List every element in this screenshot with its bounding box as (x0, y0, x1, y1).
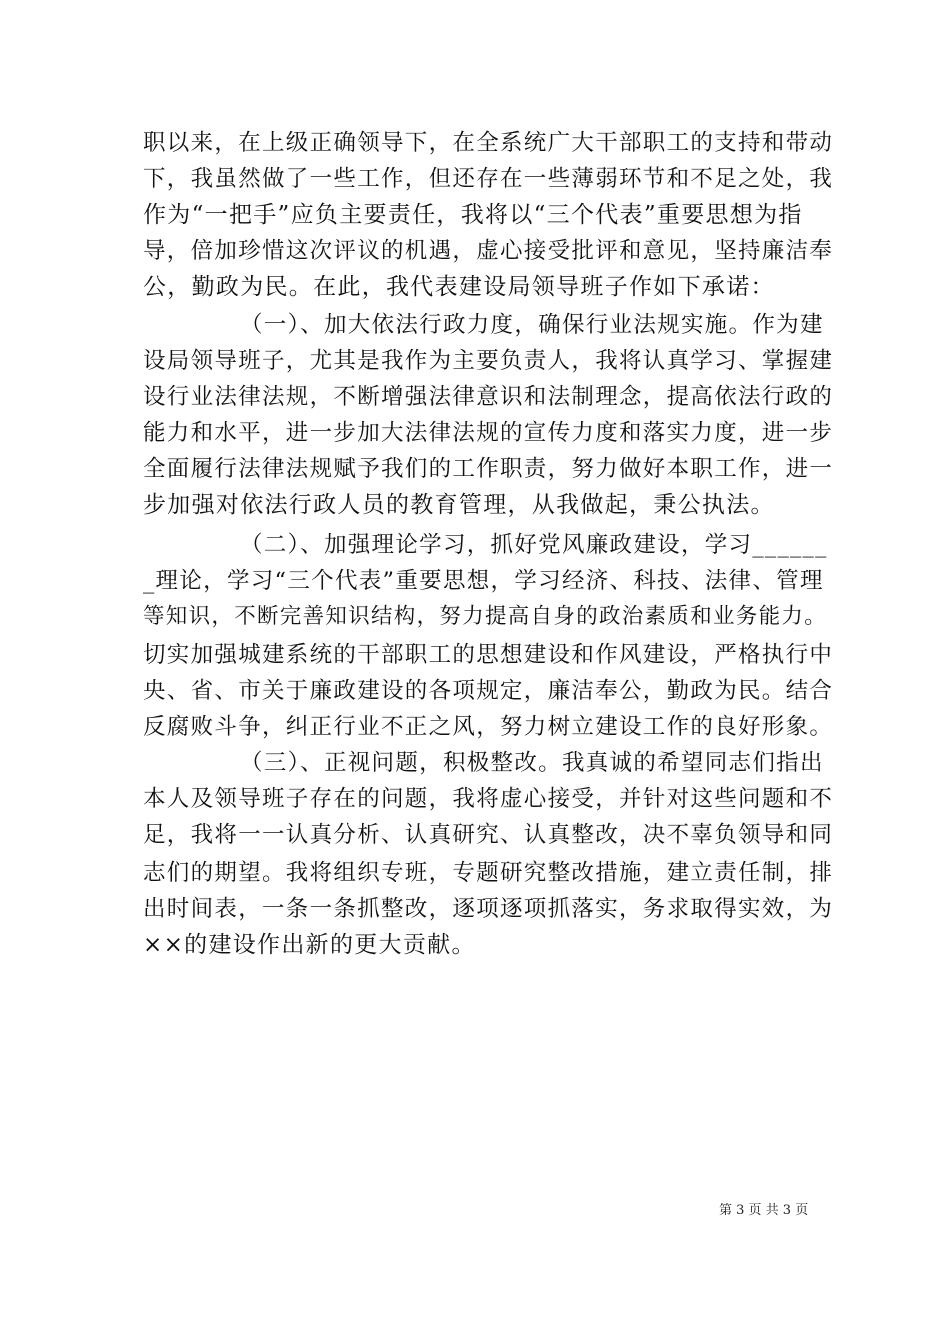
text-line: 切实加强城建系统的干部职工的思想建设和作风建设，严格执行中 (143, 642, 834, 668)
text-line: 职以来，在上级正确领导下，在全系统广大干部职工的支持和带动 (143, 130, 834, 156)
text-line: 下，我虽然做了一些工作，但还存在一些薄弱环节和不足之处，我 (143, 166, 834, 192)
text-line: 本人及领导班子存在的问题，我将虚心接受，并针对这些问题和不 (143, 786, 834, 812)
text-line: 反腐败斗争，纠正行业不正之风，努力树立建设工作的良好形象。 (143, 714, 834, 740)
text-line: 设行业法律法规，不断增强法律意识和法制理念，提高依法行政的 (143, 384, 834, 410)
text-line: 等知识，不断完善知识结构，努力提高自身的政治素质和业务能力。 (143, 604, 828, 629)
section-2-heading: （二）、加强理论学习，抓好党风廉政建设，学习______ (240, 532, 828, 558)
text-line: 作为“一把手”应负主要责任，我将以“三个代表”重要思想为指 (143, 202, 803, 228)
section-3-heading: （三）、正视问题，积极整改。我真诚的希望同志们指出 (240, 750, 824, 776)
text-line: 全面履行法律法规赋予我们的工作职责，努力做好本职工作，进一 (143, 456, 834, 482)
text-line: 公，勤政为民。在此，我代表建设局领导班子作如下承诺： (143, 274, 775, 300)
text-line: 设局领导班子，尤其是我作为主要负责人，我将认真学习、掌握建 (143, 348, 834, 374)
text-line: 能力和水平，进一步加大法律法规的宣传力度和落实力度，进一步 (143, 420, 834, 446)
text-line: 导，倍加珍惜这次评议的机遇，虚心接受批评和意见，坚持廉洁奉 (143, 238, 834, 264)
text-line: 步加强对依法行政人员的教育管理，从我做起，秉公执法。 (143, 492, 775, 518)
page-number: 第 3 页 共 3 页 (719, 1203, 809, 1218)
text-line: 志们的期望。我将组织专班，专题研究整改措施，建立责任制，排 (143, 860, 834, 886)
text-line: 出时间表，一条一条抓整改，逐项逐项抓落实，务求取得实效，为 (143, 896, 834, 922)
text-line: 足，我将一一认真分析、认真研究、认真整改，决不辜负领导和同 (143, 822, 834, 848)
text-line: _理论，学习“三个代表”重要思想，学习经济、科技、法律、管理 (143, 568, 824, 594)
text-line: 央、省、市关于廉政建设的各项规定，廉洁奉公，勤政为民。结合 (143, 678, 834, 704)
text-line: ××的建设作出新的更大贡献。 (143, 932, 476, 958)
section-1-heading: （一）、加大依法行政力度，确保行业法规实施。作为建 (240, 312, 824, 338)
